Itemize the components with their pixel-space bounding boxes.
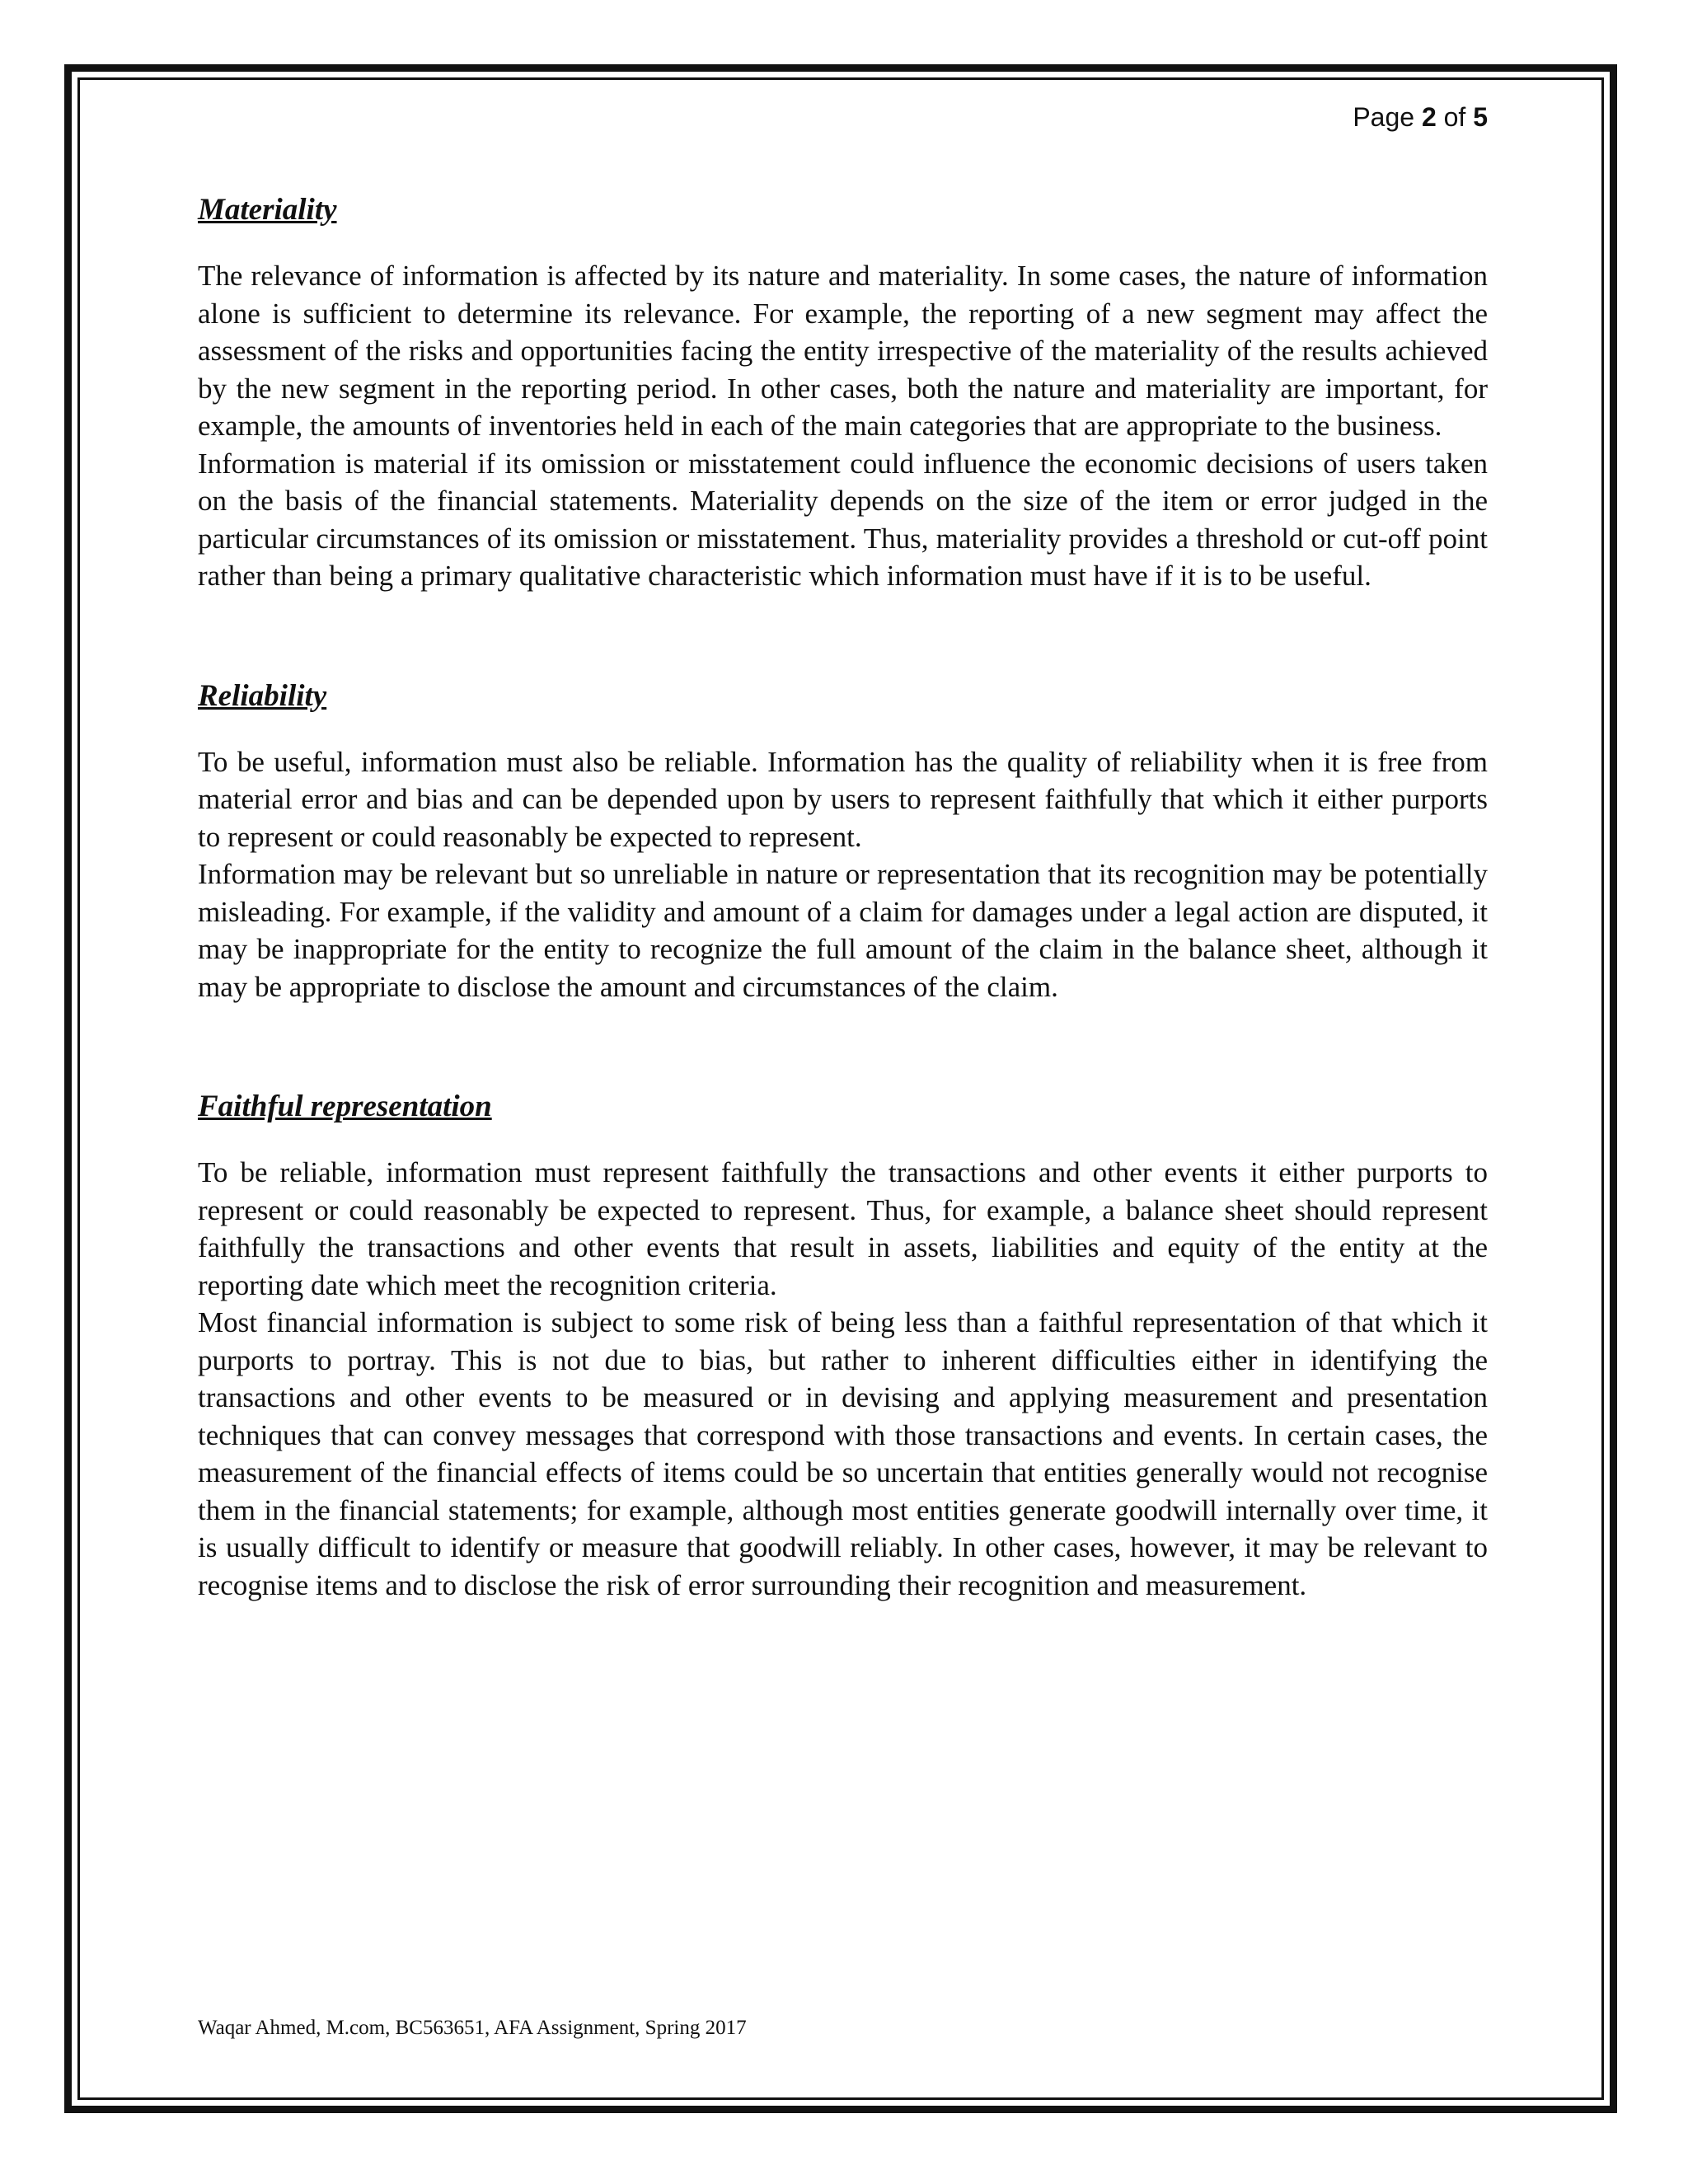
document-body [198, 191, 1488, 1686]
paragraph: The relevance of information is affected by its nature and materiality. In some cases, the nature of information alone is sufficient to determine its relevance. For example, the reporting of a new segment may affect the assessment of the risks and opportunities facing the entity irrespective of the materiality of the results achieved by the new segment in the reporting period. In other cases, both the nature and materiality are important, for example, the amounts of inventories held in each of the main categories that are appropriate to the business. [198, 260, 1488, 442]
section-heading: Faithful representation [198, 1090, 492, 1123]
section-heading: Reliability [198, 678, 327, 713]
page-number-total: 5 [1473, 102, 1488, 132]
paragraph: Information is material if its omission or misstatement could influence the economic decisions of users taken on the basis of the financial statements. Materiality depends on the size of the item or error judged in the particular circumstances of its omission or misstatement. Thus, materiality provides a threshold or cut-off point rather than being a primary qualitative characteristic which information must have if it is to be useful. [198, 447, 1488, 592]
paragraph: Information may be relevant but so unreliable in nature or representation that its recognition may be potentially misleading. For example, if the validity and amount of a claim for damages under a legal action are disputed, it may be inappropriate for the entity to recognize the full amount of the claim in the balance sheet, although it may be appropriate to disclose the amount and circumstances of the claim. [198, 858, 1488, 1003]
page-number [1353, 101, 1488, 134]
page-number-prefix: Page [1353, 102, 1422, 132]
section-heading: Materiality [198, 193, 337, 227]
page-number-middle: of [1436, 102, 1474, 132]
paragraph: Most financial information is subject to some risk of being less than a faithful representation of that which it purports to portray. This is not due to bias, but rather to inherent difficulties either in identifying the transactions and other events to be measured or in devising and applying measurement and presentation techniques that can convey messages that correspond with those transactions and events. In certain cases, the measurement of the financial effects of items could be so uncertain that entities generally would not recognise them in the financial statements; for example, although most entities generate goodwill internally over time, it is usually difficult to identify or measure that goodwill reliably. In other cases, however, it may be relevant to recognise items and to disclose the risk of error surrounding their recognition and measurement. [198, 1306, 1488, 1601]
page-number-current: 2 [1421, 102, 1437, 132]
section-reliability [198, 677, 1488, 1006]
section-materiality [198, 191, 1488, 595]
page-footer: Waqar Ahmed, M.com, BC563651, AFA Assignment, Spring 2017 [198, 2017, 747, 2039]
paragraph: To be reliable, information must represent faithfully the transactions and other events it either purports to represent or could reasonably be expected to represent. Thus, for example, a balance sheet should represent faithfully the transactions and other events that result in assets, liabilities and equity of the entity at the reporting date which meet the recognition criteria. [198, 1156, 1488, 1301]
paragraph: To be useful, information must also be reliable. Information has the quality of reliability when it is free from material error and bias and can be depended upon by users to represent faithfully that which it either purports to represent or could reasonably be expected to represent. [198, 745, 1488, 853]
section-faithful-representation [198, 1088, 1488, 1604]
